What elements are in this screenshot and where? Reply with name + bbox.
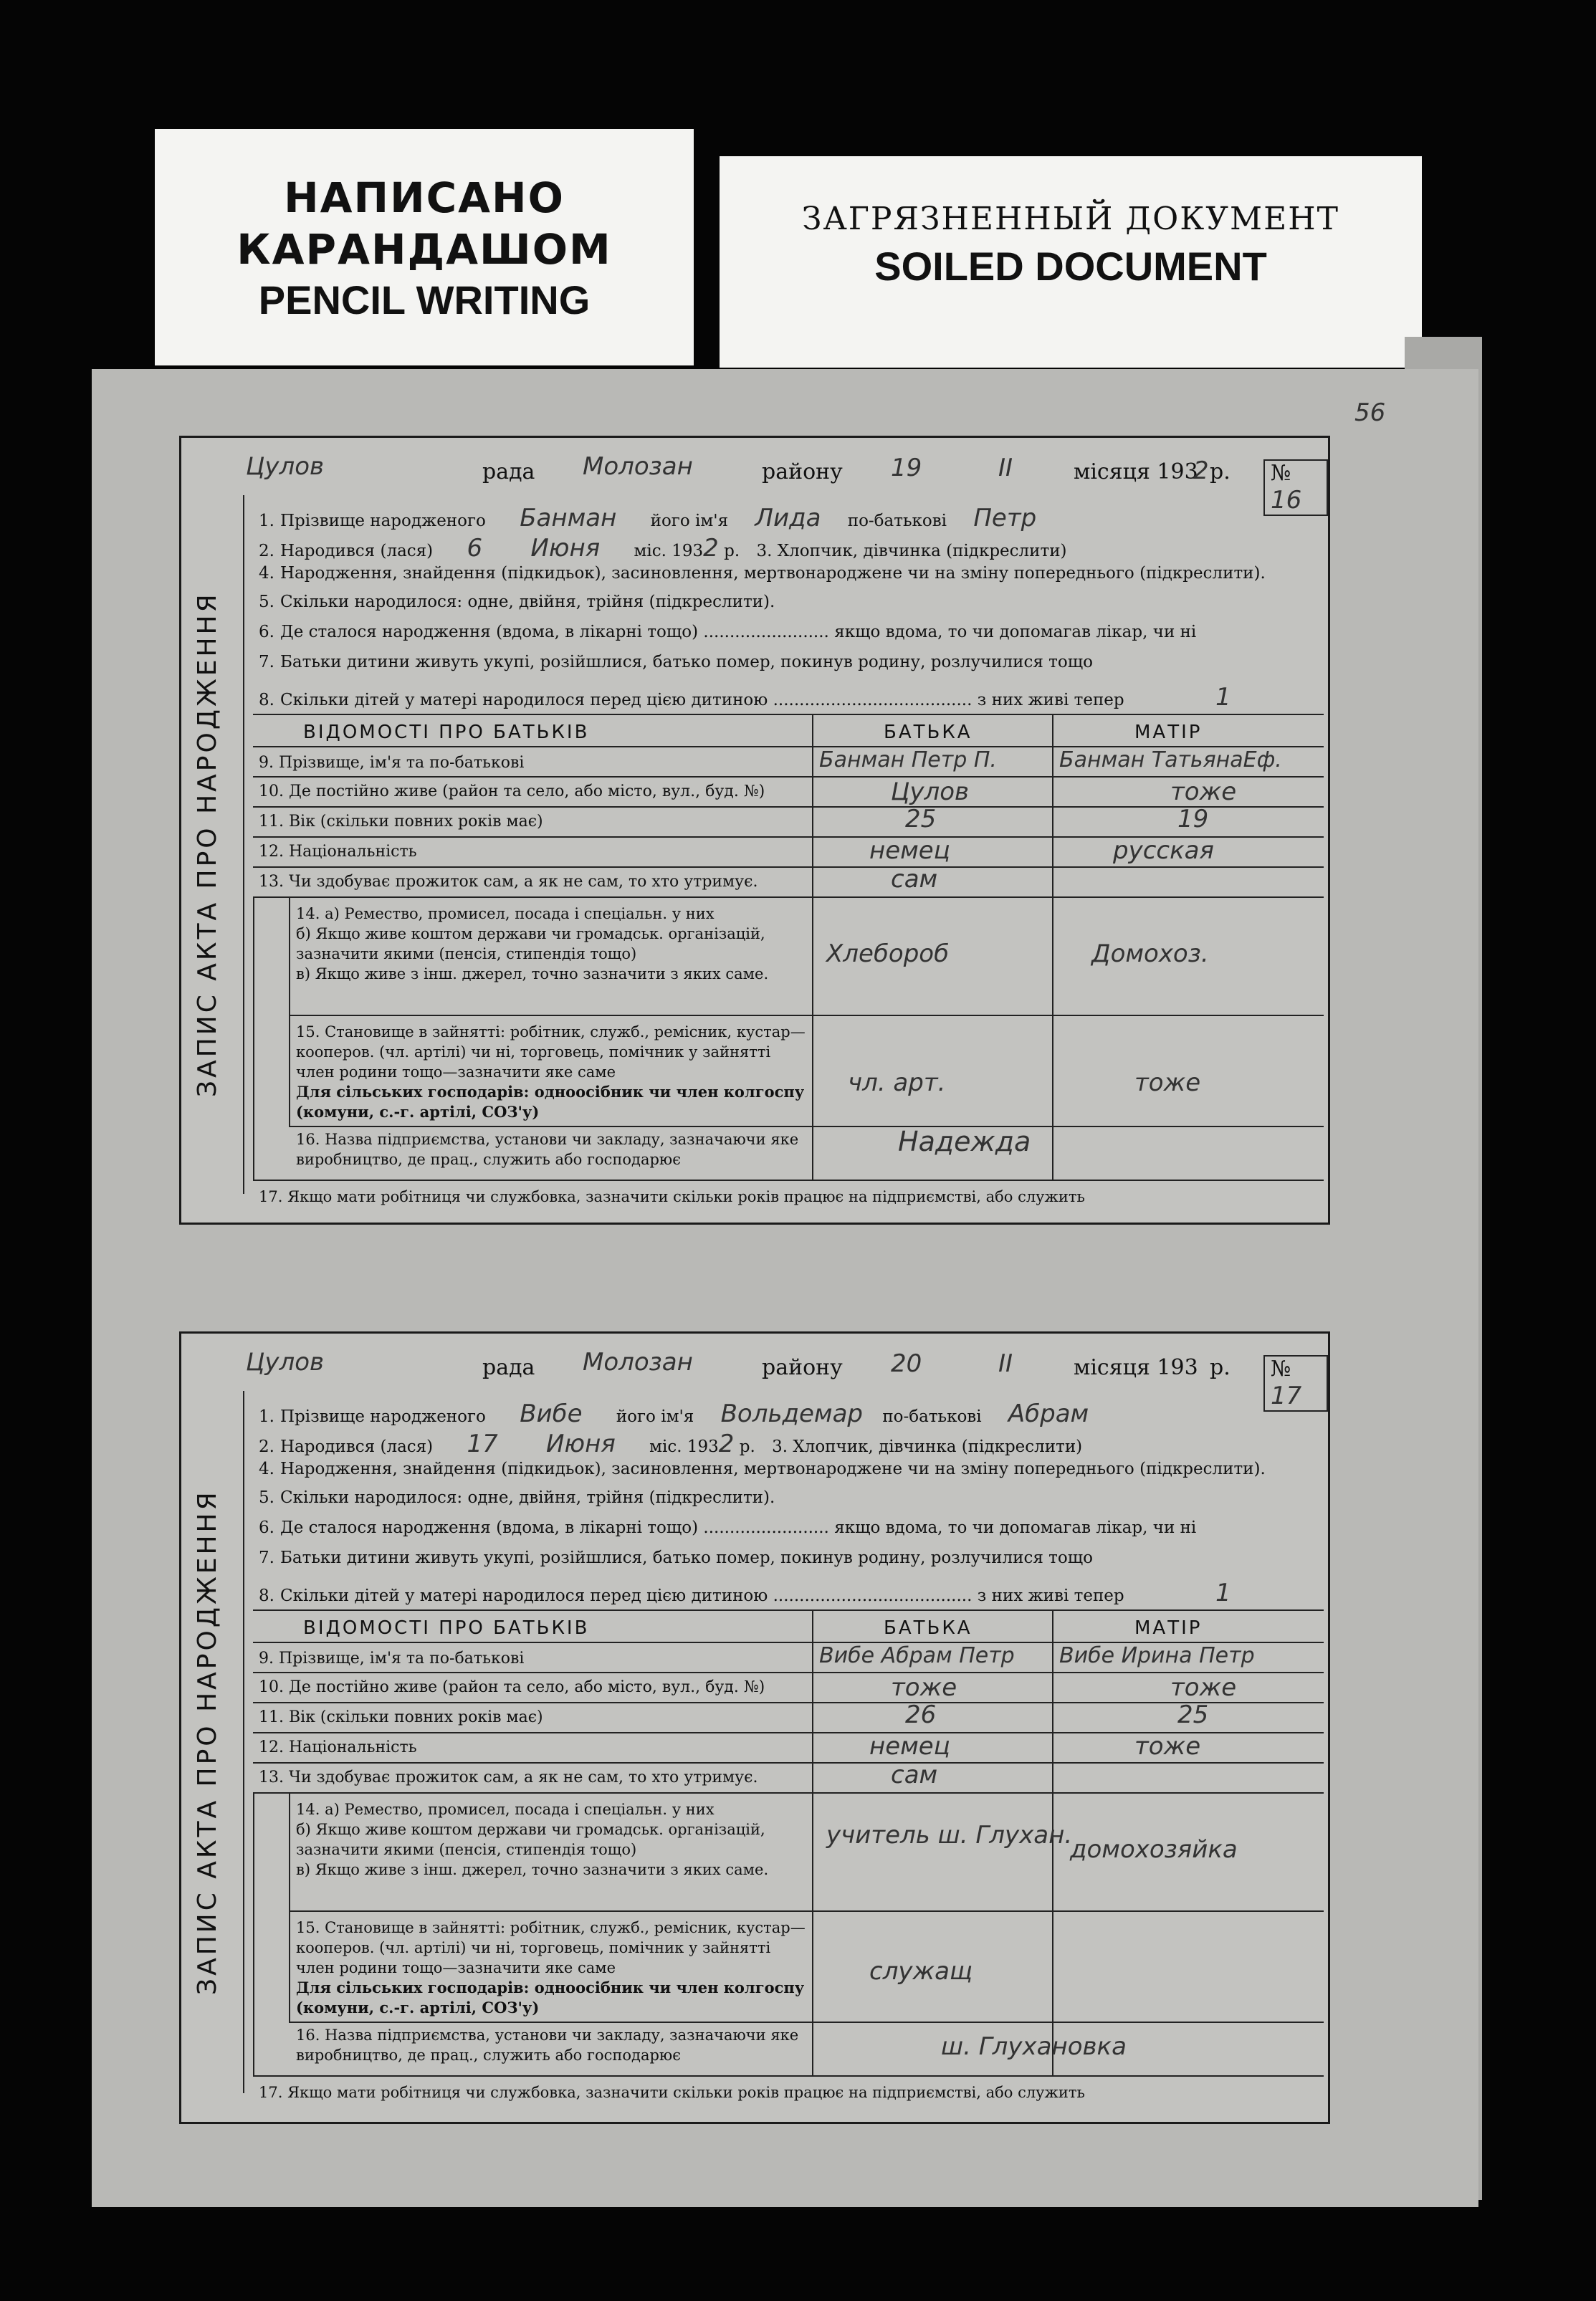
mother-header: МАТІР <box>1134 722 1203 743</box>
q14-label: 14. а) Ремество, промисел, посада і спеціальн. у них б) Якщо живе коштом держави чи громадськ. організацій, зазначити якими (пенсія, стипендія тощо) в) Якщо живе з інш. джерел, точно зазначити з яких саме. <box>296 1801 769 1878</box>
father-nationality: немец <box>869 1732 950 1761</box>
child-surname: Вибе <box>520 1400 583 1428</box>
side-title-column <box>193 495 244 1194</box>
month-label: місяця 193 <box>1074 459 1198 484</box>
children-alive: 1 <box>1215 1579 1231 1607</box>
row-1: 1. Прізвище народженого Вибе його ім'я Вольдемар по-батькові Абрам <box>259 1400 1089 1428</box>
born-year-digit: 2 <box>718 1430 735 1458</box>
record-number: 16 <box>1271 486 1302 515</box>
district-name: Молозан <box>583 1348 693 1377</box>
father-residence: Цулов <box>891 778 970 806</box>
mother-trade: домохозяйка <box>1070 1835 1238 1864</box>
rada-label: рада <box>482 459 535 484</box>
page-number: 56 <box>1354 398 1386 427</box>
mother-nationality: тоже <box>1134 1732 1201 1761</box>
parents-header: ВІДОМОСТІ ПРО БАТЬКІВ <box>303 1617 590 1639</box>
label-line: ЗАГРЯЗНЕННЫЙ ДОКУМЕНТ <box>802 201 1339 237</box>
year-digit: 2 <box>1193 456 1209 485</box>
father-trade: Хлебороб <box>826 939 950 968</box>
born-month: Июня <box>546 1430 616 1458</box>
row-2: 2. Народився (лася) 6 Июня міс. 1932 р. 3. Хлопчик, дівчинка (підкреслити) <box>259 534 1067 563</box>
q13-label: 13. Чи здобуває прожиток сам, а як не сам, то хто утримує. <box>259 1769 758 1786</box>
father-age: 25 <box>905 805 937 833</box>
father-header: БАТЬКА <box>884 1617 973 1639</box>
number-label: № <box>1271 461 1291 486</box>
birth-record-form <box>179 1331 1330 2124</box>
father-enterprise: ш. Глухановка <box>941 2032 1127 2061</box>
form-header <box>181 1334 1328 1410</box>
father-header: БАТЬКА <box>884 722 973 743</box>
mother-age: 25 <box>1177 1700 1209 1729</box>
father-residence: тоже <box>891 1673 957 1702</box>
father-age: 26 <box>905 1700 937 1729</box>
side-title: ЗАПИС АКТА ПРО НАРОДЖЕННЯ <box>193 1489 222 1995</box>
row-8: 8. Скільки дітей у матері народилося перед цією дитиною ...................................... з них живі тепер 1 <box>259 683 1231 712</box>
q9-label: 9. Прізвище, ім'я та по-батькові <box>259 1650 525 1668</box>
mother-residence: тоже <box>1170 778 1237 806</box>
month-label: місяця 193 <box>1074 1355 1198 1380</box>
father-status: чл. арт. <box>848 1068 946 1097</box>
row-5: 5. Скільки народилося: одне, двійня, трійня (підкреслити). <box>259 1488 775 1507</box>
q10-label: 10. Де постійно живе (район та село, або місто, вул., буд. №) <box>259 1678 765 1696</box>
raion-label: району <box>762 1355 843 1380</box>
father-name: Банман Петр П. <box>819 747 997 772</box>
children-alive: 1 <box>1215 683 1231 712</box>
label-line: НАПИСАНО <box>284 173 565 222</box>
father-enterprise: Надежда <box>898 1126 1031 1157</box>
father-support: сам <box>891 865 938 894</box>
father-nationality: немец <box>869 836 950 865</box>
row-8: 8. Скільки дітей у матері народилося перед цією дитиною ...................................... з них живі тепер 1 <box>259 1579 1231 1607</box>
q12-label: 12. Національність <box>259 843 417 861</box>
q16-label: 16. Назва підприємства, установи чи закладу, зазначаючи яке виробництво, де прац., служить або господарює <box>296 1131 799 1168</box>
child-first-name: Вольдемар <box>720 1400 863 1428</box>
child-patronymic: Петр <box>973 504 1037 532</box>
q17-label: 17. Якщо мати робітниця чи службовка, зазначити скільки років працює на підприємстві, або служить <box>259 2084 1085 2101</box>
father-name: Вибе Абрам Петр <box>819 1643 1015 1668</box>
side-title-column <box>193 1391 244 2093</box>
r-label: р. <box>1210 1355 1231 1380</box>
q14-label: 14. а) Ремество, промисел, посада і спеціальн. у них б) Якщо живе коштом держави чи громадськ. організацій, зазначити якими (пенсія, стипендія тощо) в) Якщо живе з інш. джерел, точно зазначити з яких саме. <box>296 905 769 982</box>
council-name: Цулов <box>246 1348 325 1377</box>
row-6: 6. Де сталося народження (вдома, в лікарні тощо) ........................ якщо вдома, то чи допомагав лікар, чи ні <box>259 623 1197 641</box>
born-year-digit: 2 <box>703 534 719 563</box>
born-day: 17 <box>467 1430 498 1458</box>
q13-label: 13. Чи здобуває прожиток сам, а як не сам, то хто утримує. <box>259 873 758 891</box>
label-line: PENCIL WRITING <box>258 277 591 322</box>
birth-record-form <box>179 436 1330 1225</box>
q10-label: 10. Де постійно живе (район та село, або місто, вул., буд. №) <box>259 783 765 800</box>
pencil-writing-label <box>155 129 694 365</box>
district-name: Молозан <box>583 452 693 481</box>
record-day: 20 <box>891 1349 922 1378</box>
mother-residence: тоже <box>1170 1673 1237 1702</box>
child-surname: Банман <box>520 504 617 532</box>
mother-header: МАТІР <box>1134 1617 1203 1639</box>
mother-age: 19 <box>1177 805 1209 833</box>
mother-trade: Домохоз. <box>1091 939 1209 968</box>
record-month: II <box>998 454 1013 482</box>
row-4: 4. Народження, знайдення (підкидьок), засиновлення, мертвонароджене чи на зміну попереднього (підкреслити). <box>259 1460 1266 1478</box>
parents-header: ВІДОМОСТІ ПРО БАТЬКІВ <box>303 722 590 743</box>
q17-label: 17. Якщо мати робітниця чи службовка, зазначити скільки років працює на підприємстві, або служить <box>259 1188 1085 1205</box>
q15-label: 15. Становище в зайнятті: робітник, служб., ремісник, кустар—кооперов. (чл. артілі) чи ні, торговець, помічник у зайнятті член родини тощо—зазначити яке саме Для сільських господарів: одноосібник чи член колгоспу (комуни, с.-г. артілі, СОЗ'у) <box>296 1919 806 2017</box>
row-5: 5. Скільки народилося: одне, двійня, трійня (підкреслити). <box>259 593 775 611</box>
row-6: 6. Де сталося народження (вдома, в лікарні тощо) ........................ якщо вдома, то чи допомагав лікар, чи ні <box>259 1518 1197 1537</box>
mother-name: Банман ТатьянаЕф. <box>1059 747 1282 772</box>
born-day: 6 <box>467 534 483 563</box>
q15-label: 15. Становище в зайнятті: робітник, служб., ремісник, кустар—кооперов. (чл. артілі) чи ні, торговець, помічник у зайнятті член родини тощо—зазначити яке саме Для сільських господарів: одноосібник чи член колгоспу (комуни, с.-г. артілі, СОЗ'у) <box>296 1023 806 1121</box>
row-4: 4. Народження, знайдення (підкидьок), засиновлення, мертвонароджене чи на зміну попереднього (підкреслити). <box>259 564 1266 583</box>
father-status: служащ <box>869 1957 973 1986</box>
soiled-document-label <box>720 156 1422 368</box>
record-month: II <box>998 1349 1013 1378</box>
q11-label: 11. Вік (скільки повних років має) <box>259 1708 543 1726</box>
raion-label: району <box>762 459 843 484</box>
q11-label: 11. Вік (скільки повних років має) <box>259 813 543 831</box>
mother-name: Вибе Ирина Петр <box>1059 1643 1255 1668</box>
row-1: 1. Прізвище народженого Банман його ім'я Лида по-батькові Петр <box>259 504 1037 532</box>
rada-label: рада <box>482 1355 535 1380</box>
child-first-name: Лида <box>755 504 821 532</box>
mother-status: тоже <box>1134 1068 1201 1097</box>
father-support: сам <box>891 1761 938 1789</box>
mother-nationality: русская <box>1113 836 1214 865</box>
row-7: 7. Батьки дитини живуть укупі, розійшлися, батько помер, покинув родину, розлучилися тощо <box>259 653 1093 671</box>
record-day: 19 <box>891 454 922 482</box>
council-name: Цулов <box>246 452 325 481</box>
row-7: 7. Батьки дитини живуть укупі, розійшлися, батько помер, покинув родину, розлучилися тощо <box>259 1549 1093 1567</box>
r-label: р. <box>1210 459 1231 484</box>
born-month: Июня <box>530 534 601 563</box>
q9-label: 9. Прізвище, ім'я та по-батькові <box>259 754 525 772</box>
row-2: 2. Народився (лася) 17 Июня міс. 1932 р. 3. Хлопчик, дівчинка (підкреслити) <box>259 1430 1083 1458</box>
record-number: 17 <box>1271 1382 1302 1410</box>
father-trade: учитель ш. Глухан. <box>826 1821 1073 1850</box>
q16-label: 16. Назва підприємства, установи чи закладу, зазначаючи яке виробництво, де прац., служить або господарює <box>296 2027 799 2064</box>
side-title: ЗАПИС АКТА ПРО НАРОДЖЕННЯ <box>193 591 222 1098</box>
label-line: SOILED DOCUMENT <box>874 244 1267 289</box>
form-header <box>181 438 1328 515</box>
q12-label: 12. Національність <box>259 1738 417 1756</box>
number-label: № <box>1271 1357 1291 1382</box>
child-patronymic: Абрам <box>1008 1400 1089 1428</box>
label-line: КАРАНДАШОМ <box>236 225 612 274</box>
